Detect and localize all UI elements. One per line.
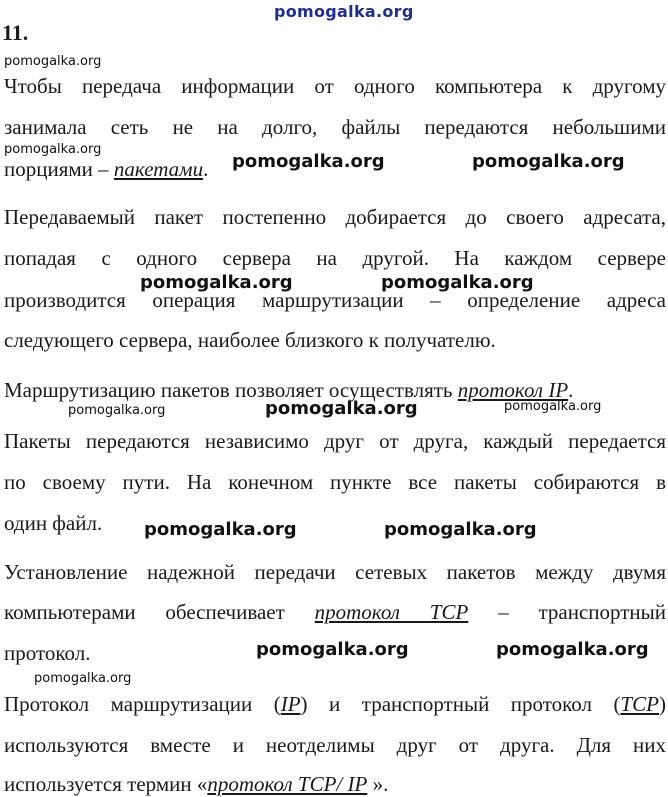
term-tcp-ip: протокол TCP/ IP [207,772,368,796]
site-watermark: pomogalka.org [274,2,414,21]
p6-line-1: Протокол маршрутизации (IP) и транспортный протокол (TCP) [4,692,666,716]
term-ip-protocol: протокол IP [457,378,569,402]
p4-line-1: Пакеты передаются независимо друг от друга, каждый передается [4,429,666,453]
watermark-big: pomogalka.org [144,519,297,540]
watermark-big: pomogalka.org [381,272,534,293]
p4-line-2: по своему пути. На конечном пункте все пакеты собираются в [4,470,666,494]
watermark-small: pomogalka.org [4,54,102,69]
p2-line-3: производится операция маршрутизации – определение адреса [4,288,666,312]
term-packets: пакетами [113,157,204,181]
p2-line-1: Передаваемый пакет постепенно добирается до своего адресата, [4,205,666,229]
p5-line-1: Установление надежной передачи сетевых пакетов между двумя [4,560,666,584]
p2-line-4: следующего сервера, наиболее близкого к получателю. [4,328,496,352]
watermark-small: pomogalka.org [504,399,602,414]
p1-line-3: порциями – пакетами. [4,157,209,181]
term-ip: IP [280,692,301,716]
watermark-small: pomogalka.org [34,671,132,686]
p5-line-2: компьютерами обеспечивает протокол TCP – транспортный [4,600,666,624]
p3-line-1: Маршрутизацию пакетов позволяет осуществлять протокол IP. [4,378,574,402]
term-tcp-protocol: протокол TCP [314,600,469,624]
watermark-big: pomogalka.org [265,398,418,419]
watermark-small: pomogalka.org [4,142,102,157]
task-number: 11. [2,20,29,45]
p4-line-3: один файл. [4,511,103,535]
watermark-big: pomogalka.org [232,151,385,172]
term-tcp: TCP [620,692,659,716]
watermark-big: pomogalka.org [384,519,537,540]
p2-line-2: попадая с одного сервера на другой. На каждом сервере [4,246,666,270]
p5-line-3: протокол. [4,641,91,665]
watermark-small: pomogalka.org [68,403,166,418]
watermark-big: pomogalka.org [472,151,625,172]
p1-line-2: занимала сеть не на долго, файлы передаются небольшими [4,115,666,139]
watermark-big: pomogalka.org [256,639,409,660]
p1-line-1: Чтобы передача информации от одного компьютера к другому [4,74,666,98]
watermark-big: pomogalka.org [140,272,293,293]
watermark-big: pomogalka.org [496,639,649,660]
p6-line-2: используются вместе и неотделимы друг от друга. Для них [4,733,666,757]
p6-line-3: используется термин «протокол TCP/ IP ». [4,772,389,796]
